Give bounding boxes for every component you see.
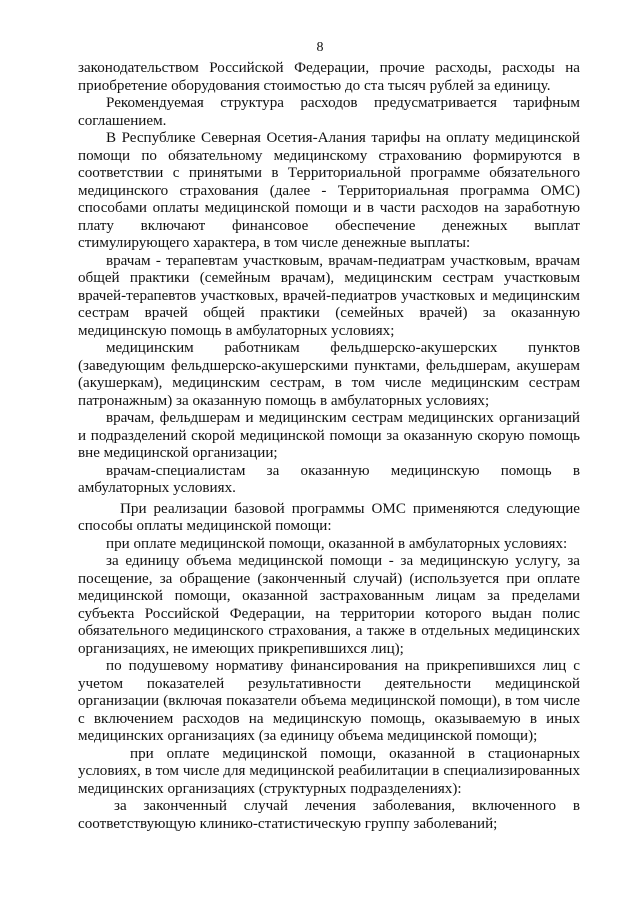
paragraph: при оплате медицинской помощи, оказанной в амбулаторных условиях: (106, 535, 568, 552)
paragraph: врачам, фельдшерам и медицинским сестрам медицинских организаций и подразделений скорой медицинской помощи за оказанную скорую помощь вне медицинской организации; (78, 410, 580, 461)
paragraph: при оплате медицинской помощи, оказанной в стационарных условиях, в том числе для медицинской реабилитации в специализированных медицинских организациях (структурных подразделениях): (78, 745, 580, 797)
page-number: 8 (316, 40, 324, 55)
paragraph: Рекомендуемая структура расходов предусматривается тарифным соглашением. (78, 95, 580, 129)
paragraph: При реализации базовой программы ОМС применяются следующие способы оплаты медицинской помощи: (78, 500, 580, 534)
paragraph: врачам - терапевтам участковым, врачам-педиатрам участковым, врачам общей практики (семейным врачам), медицинским сестрам участковым врачей-терапевтов участковых, врачей-педиатров участковых и медицинским сестрам врачей общей практики (семейных врачей) за оказанную медицинскую помощь в амбулаторных условиях; (78, 252, 580, 339)
document-body (78, 60, 580, 833)
paragraph: за законченный случай лечения заболевания, включенного в соответствующую клинико-статистическую группу заболеваний; (78, 798, 580, 832)
paragraph: по подушевому нормативу финансирования на прикрепившихся лиц с учетом показателей результативности деятельности медицинской организации (включая показатели объема медицинской помощи), в том числе с включением расходов на медицинскую помощь, оказываемую в иных медицинских организациях (за единицу объема медицинской помощи); (78, 658, 580, 744)
paragraph: В Республике Северная Осетия-Алания тарифы на оплату медицинской помощи по обязательному медицинскому страхованию формируются в соответствии с принятыми в Территориальной программе обязательного медицинского страхования (далее - Территориальная программа ОМС) способами оплаты медицинской помощи и в части расходов на заработную плату включают финансовое обеспечение денежных выплат стимулирующего характера, в том числе денежные выплаты: (78, 130, 580, 251)
paragraph: медицинским работникам фельдшерско-акушерских пунктов (заведующим фельдшерско-акушерскими пунктами, фельдшерам, акушерам (акушеркам), медицинским сестрам, в том числе медицинским сестрам патронажным) за оказанную помощь в амбулаторных условиях; (78, 340, 580, 409)
paragraph: за единицу объема медицинской помощи - за медицинскую услугу, за посещение, за обращение (законченный случай) (используется при оплате медицинской помощи, оказанной застрахованным лицам за пределами субъекта Российской Федерации, на территории которого выдан полис обязательного медицинского страхования, а также в отдельных медицинских организациях, не имеющих прикрепившихся лиц); (78, 553, 580, 657)
paragraph: законодательством Российской Федерации, прочие расходы, расходы на приобретение оборудования стоимостью до ста тысяч рублей за единицу. (78, 60, 580, 94)
paragraph: врачам-специалистам за оказанную медицинскую помощь в амбулаторных условиях. (78, 462, 580, 496)
